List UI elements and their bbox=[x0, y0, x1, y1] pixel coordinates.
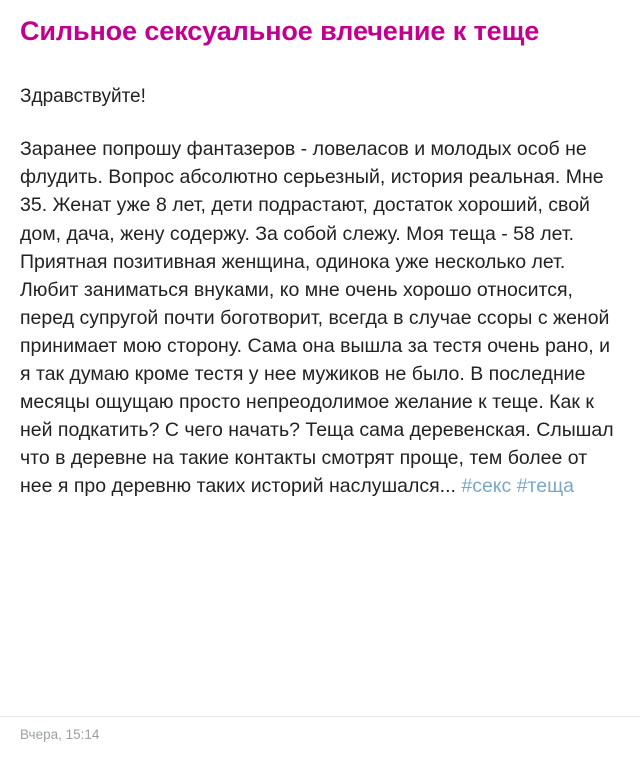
post-footer bbox=[0, 716, 640, 761]
post-greeting: Здравствуйте! bbox=[20, 85, 146, 107]
page-title: Сильное сексуальное влечение к теще bbox=[20, 16, 540, 46]
post-tags[interactable]: #секс #теща bbox=[461, 475, 575, 498]
post-timestamp: Вчера, 15:14 bbox=[20, 727, 100, 742]
post-body bbox=[20, 135, 620, 500]
post-body-text: Заранее попрошу фантазеров - ловеласов и молодых особ не флудить. Вопрос абсолютно серьезный, история реальная. Мне 35. Женат уже 8 лет, дети подрастают, достаток хороший, свой дом, дача, жену содержу. За собой слежу. Моя теща - 58 лет. Приятная позитивная женщина, одинока уже несколько лет. Любит заниматься внуками, ко мне очень хорошо относится, перед супругой почти боготворит, всегда в случае ссоры с женой принимает мою сторону. Сама она вышла за тестя очень рано, и я так думаю кроме тестя у нее мужиков не было. В последние месяцы ощущаю просто непреодолимое желание к теще. Как к ней подкатить? С чего начать? Теща сама деревенская. Слышал что в деревне на такие контакты смотрят проще, тем более от нее я про деревню таких историй наслушался... bbox=[20, 138, 614, 498]
